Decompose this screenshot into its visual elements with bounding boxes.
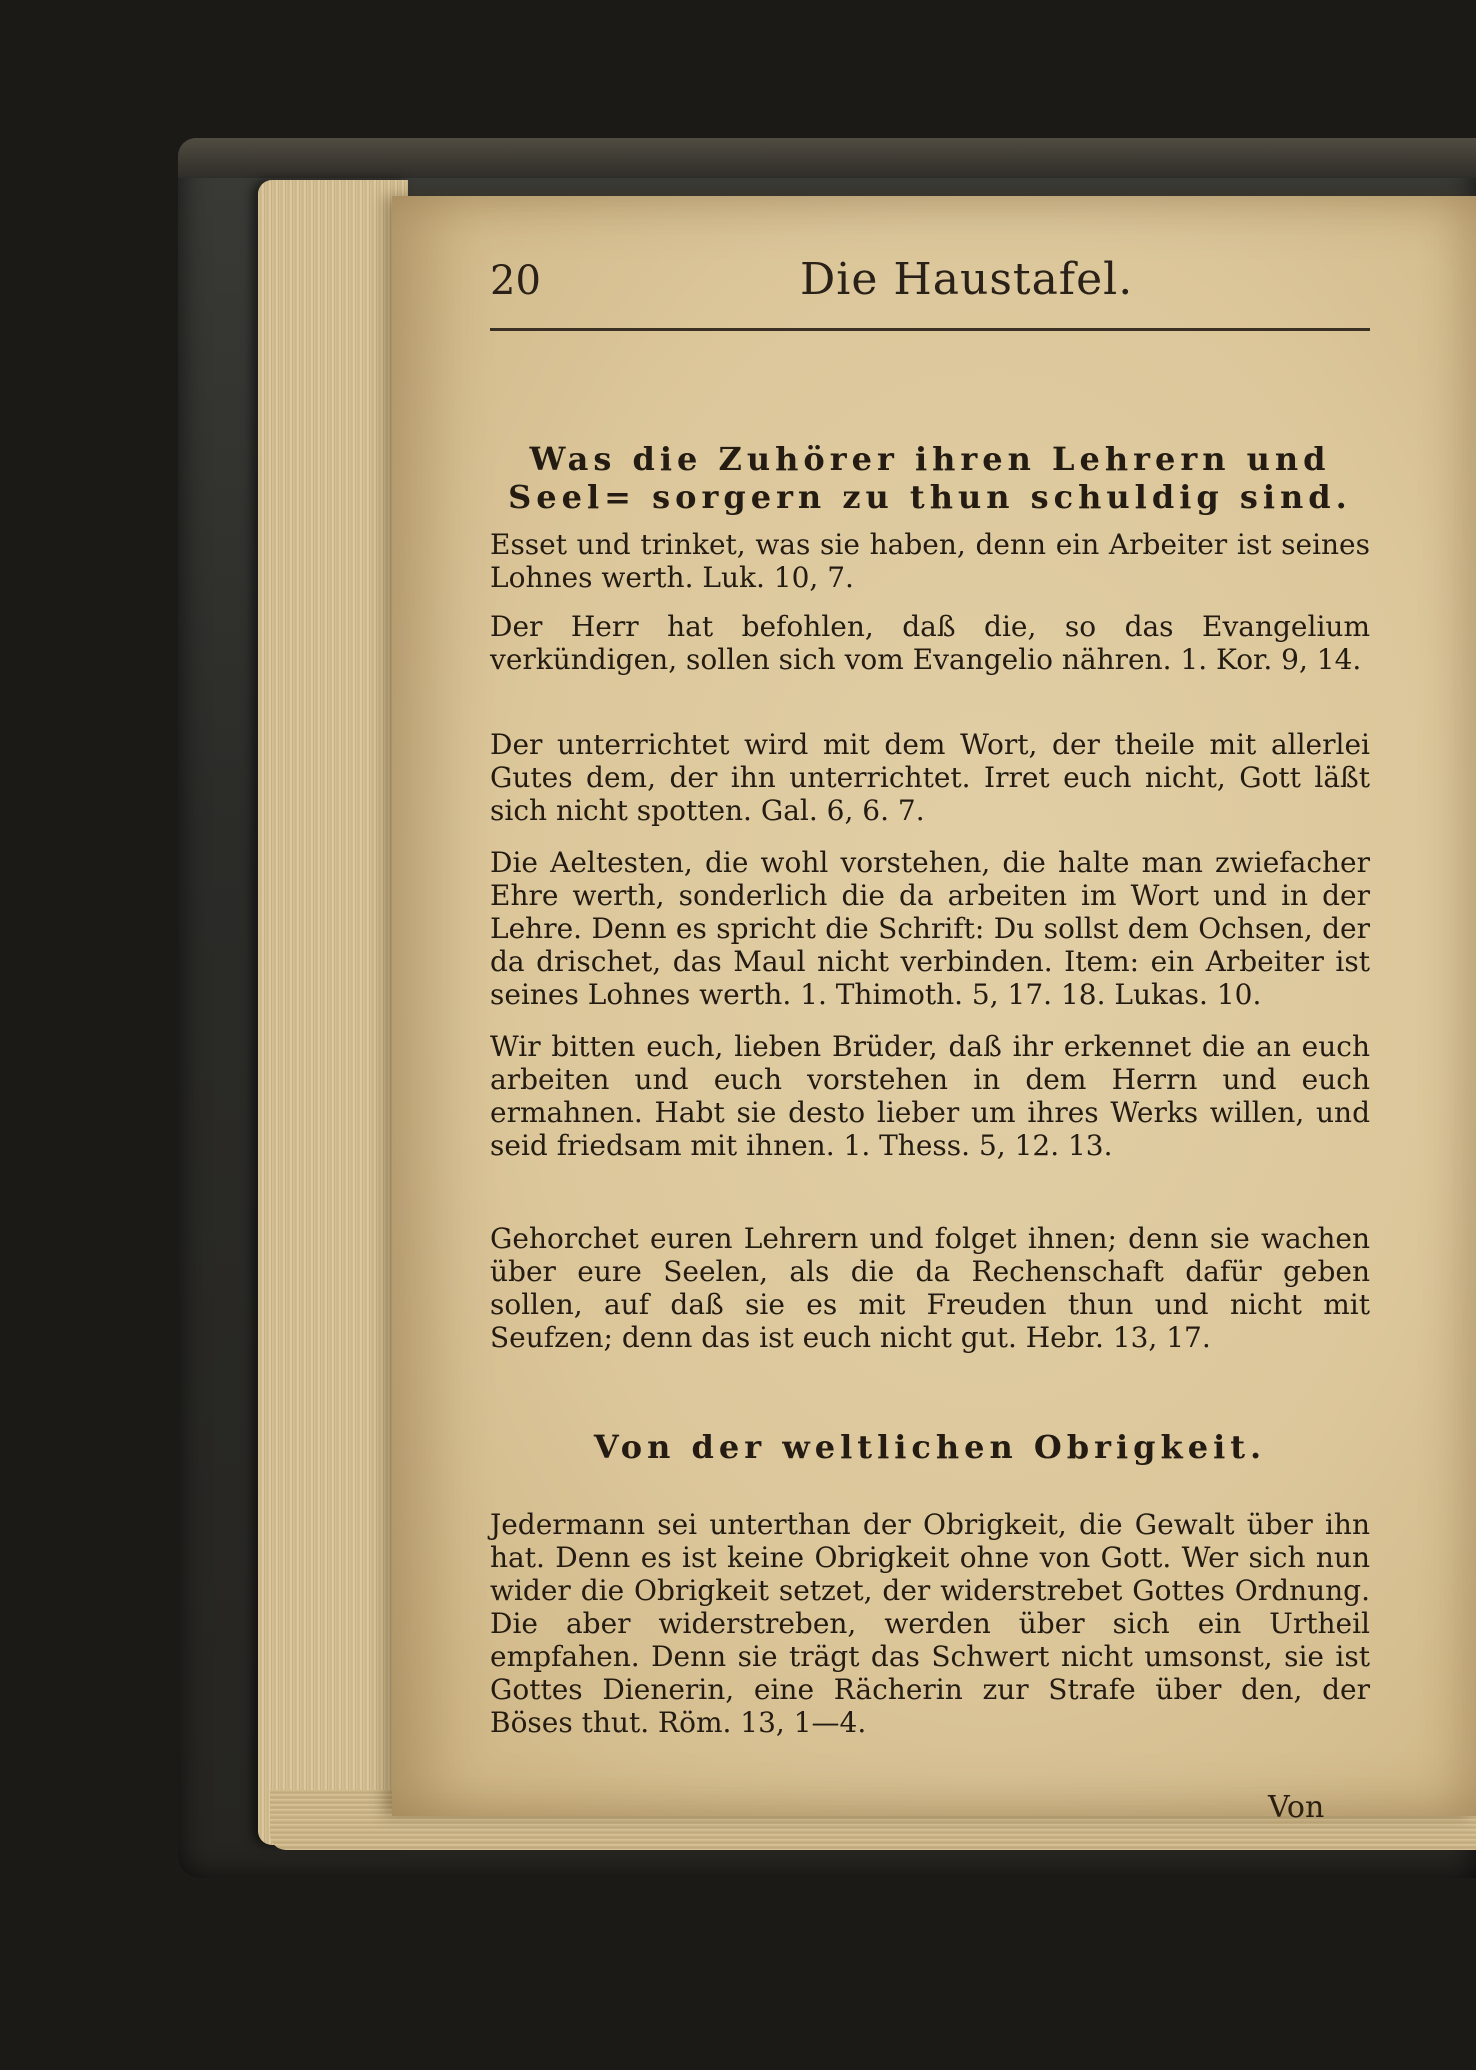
paragraph-4: Die Aeltesten, die wohl vorstehen, die halte man zwiefacher Ehre werth, sonderlich die da arbeiten im Wort und in der Lehre. Denn es spricht die Schrift: Du sollst dem Ochsen, der da drischet, das Maul nicht verbinden. Item: ein Arbeiter ist seines Lohnes werth. 1. Thimoth. 5, 17. 18. Lukas. 10. xyxy=(490,846,1370,1011)
paragraph-1: Esset und trinket, was sie haben, denn ein Arbeiter ist seines Lohnes werth. Luk. 10, 7. xyxy=(490,528,1370,594)
page-title: Die Haustafel. xyxy=(800,254,1134,305)
paragraph-2: Der Herr hat befohlen, daß die, so das Evangelium verkündigen, sollen sich vom Evangelio nähren. 1. Kor. 9, 14. xyxy=(490,610,1370,676)
running-head xyxy=(490,254,1370,318)
header-rule xyxy=(490,328,1370,331)
page-number: 20 xyxy=(490,258,541,304)
section-heading-authority: Von der weltlichen Obrigkeit. xyxy=(593,1428,1267,1466)
page-edges xyxy=(258,180,408,1845)
book-cover-edge xyxy=(178,138,1476,178)
paragraph-5: Wir bitten euch, lieben Brüder, daß ihr erkennet die an euch arbeiten und euch vorstehen in dem Herrn und euch ermahnen. Habt sie desto lieber um ihres Werks willen, und seid friedsam mit ihnen. 1. Thess. 5, 12. 13. xyxy=(490,1030,1370,1162)
paragraph-3: Der unterrichtet wird mit dem Wort, der theile mit allerlei Gutes dem, der ihn unterrichtet. Irret euch nicht, Gott läßt sich nicht spotten. Gal. 6, 6. 7. xyxy=(490,728,1370,827)
paragraph-authority: Jedermann sei unterthan der Obrigkeit, die Gewalt über ihn hat. Denn es ist keine Obrigkeit ohne von Gott. Wer sich nun wider die Obrigkeit setzet, der widerstrebet Gottes Ordnung. Die aber widerstreben, werden über sich ein Urtheil empfahen. Denn sie trägt das Schwert nicht umsonst, sie ist Gottes Dienerin, eine Rächerin zur Strafe über den, der Böses thut. Röm. 13, 1—4. xyxy=(490,1508,1370,1739)
catchword: Von xyxy=(1268,1790,1325,1825)
section-heading-listeners: Was die Zuhörer ihren Lehrern und Seel= sorgern zu thun schuldig sind. xyxy=(508,440,1352,516)
paragraph-6: Gehorchet euren Lehrern und folget ihnen; denn sie wachen über eure Seelen, als die da Rechenschaft dafür geben sollen, auf daß sie es mit Freuden thun und nicht mit Seufzen; denn das ist euch nicht gut. Hebr. 13, 17. xyxy=(490,1222,1370,1354)
